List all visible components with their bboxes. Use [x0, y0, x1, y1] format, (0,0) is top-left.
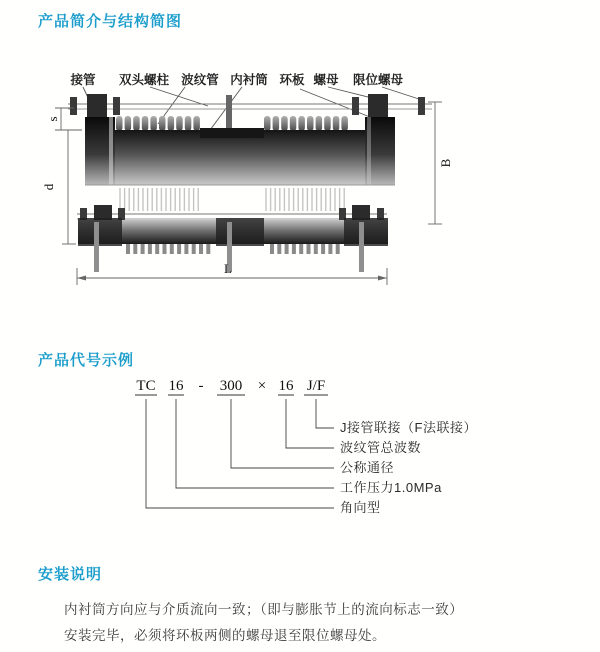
code-token-waves: 16: [278, 378, 294, 394]
dim-label-B: B: [438, 158, 453, 168]
dim-label-s: s: [45, 116, 60, 122]
code-exp-type: 角向型: [340, 500, 381, 515]
code-exp-pressure: 工作压力1.0MPa: [340, 480, 442, 495]
joint-body-lower: [78, 218, 388, 246]
code-token-connect: J/F: [306, 378, 326, 394]
structure-diagram: [30, 62, 470, 302]
part-label-ring-plate: 环板: [279, 73, 305, 87]
dim-label-L: L: [224, 261, 232, 276]
install-note-line1: 内衬筒方向应与介质流向一致；（即与膨胀节上的流向标志一致）: [64, 602, 464, 617]
part-label-bellows: 波纹管: [181, 73, 219, 87]
part-label-pipe-end: 接管: [70, 73, 96, 87]
dim-label-d: d: [41, 183, 56, 191]
part-label-stud: 双头螺柱: [118, 73, 170, 87]
product-code-diagram: [120, 372, 480, 542]
code-exp-diameter: 公称通径: [340, 460, 395, 475]
dimension-B: [428, 102, 453, 224]
part-label-inner-sleeve: 内衬筒: [230, 73, 268, 87]
section-title-install: 安装说明: [38, 566, 103, 583]
code-token-type: TC: [136, 378, 156, 394]
code-token-dash: -: [198, 378, 204, 394]
bellows-lines-lower: [120, 188, 344, 211]
part-label-nut: 螺母: [313, 73, 339, 87]
part-label-limit-nut: 限位螺母: [352, 73, 404, 87]
dimension-d: [41, 130, 76, 244]
code-exp-connection: J接管联接（F法联接）: [340, 420, 477, 435]
code-token-times: ×: [257, 378, 267, 394]
code-token-pressure: 16: [168, 378, 184, 394]
joint-body-upper: [85, 117, 395, 185]
code-exp-waves: 波纹管总波数: [340, 440, 422, 455]
install-note-line2: 安装完毕，必须将环板两侧的螺母退至限位螺母处。: [64, 628, 386, 643]
code-connectors: [146, 399, 334, 508]
section-title-code: 产品代号示例: [38, 352, 135, 369]
section-title-intro: 产品简介与结构简图: [38, 13, 183, 30]
code-token-diameter: 300: [219, 378, 243, 394]
